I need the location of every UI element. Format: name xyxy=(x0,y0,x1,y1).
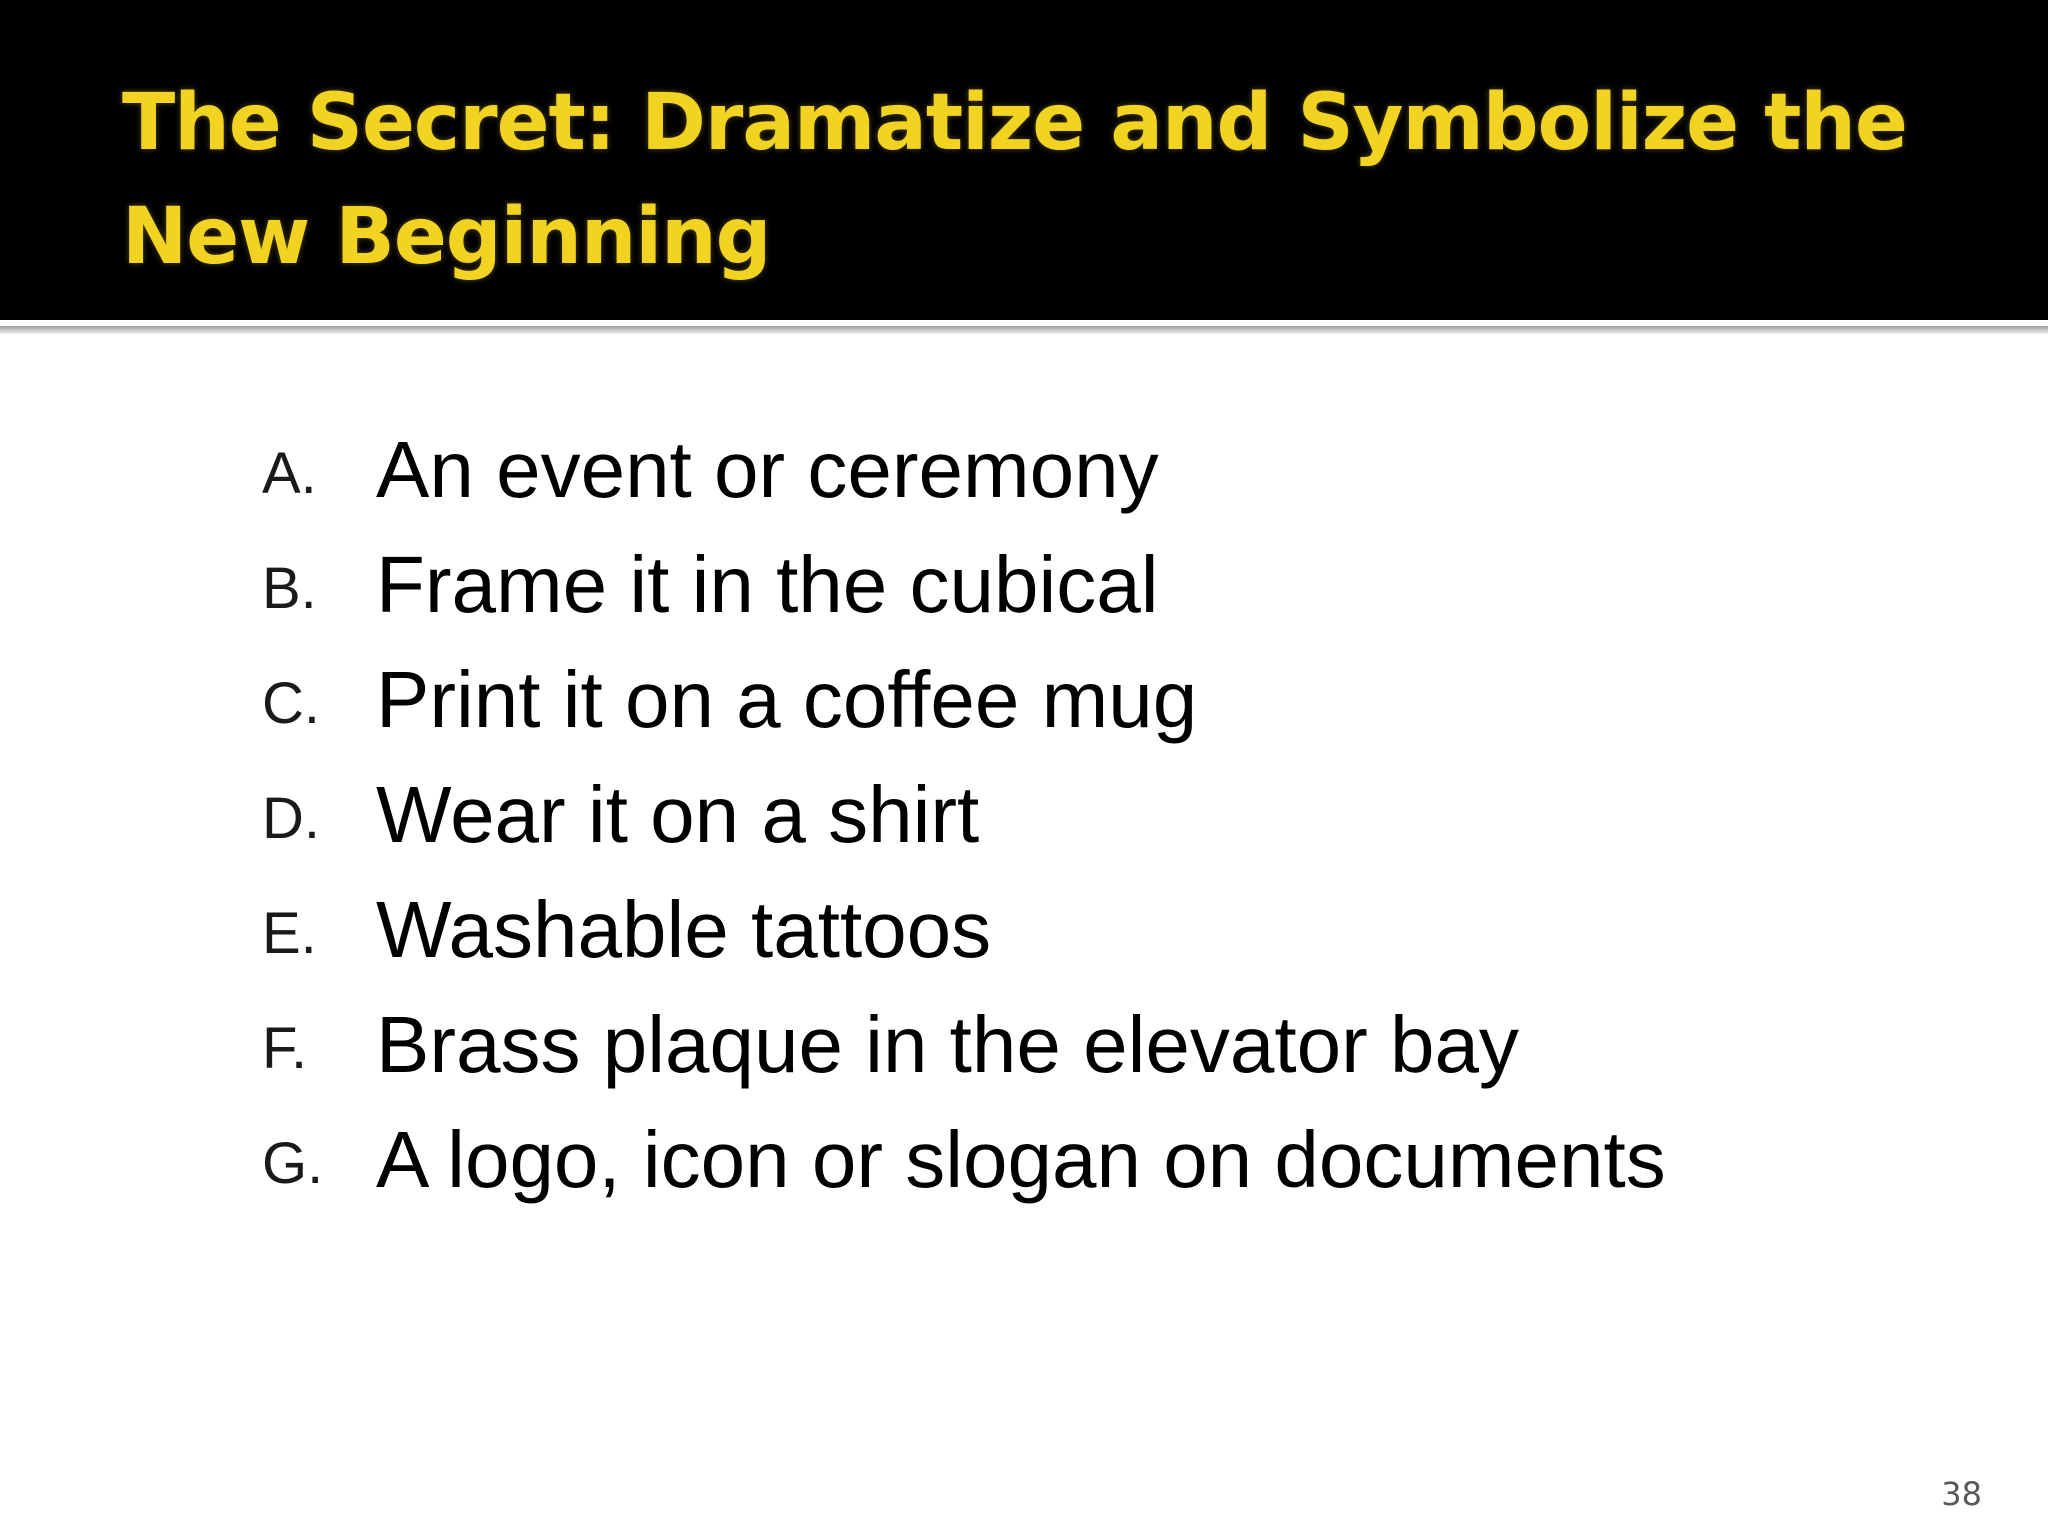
slide-title-line-2: New Beginning xyxy=(122,192,771,282)
list-item-text: Washable tattoos xyxy=(376,885,992,974)
list-item-text: An event or ceremony xyxy=(376,425,1159,514)
list-item xyxy=(0,535,2048,650)
list-item xyxy=(0,880,2048,995)
bullet-list xyxy=(0,420,2048,1225)
list-item-text: Brass plaque in the elevator bay xyxy=(376,1000,1519,1089)
list-marker: G. xyxy=(262,1131,324,1196)
slide-title-line-1: The Secret: Dramatize and Symbolize the xyxy=(122,78,1907,168)
list-marker: D. xyxy=(262,786,320,851)
list-item-text: Print it on a coffee mug xyxy=(376,655,1198,744)
list-marker: B. xyxy=(262,556,317,621)
list-item xyxy=(0,995,2048,1110)
list-item xyxy=(0,765,2048,880)
list-item-text: A logo, icon or slogan on documents xyxy=(376,1115,1666,1204)
list-marker: A. xyxy=(262,441,317,506)
title-divider xyxy=(0,320,2048,334)
list-item xyxy=(0,1110,2048,1225)
list-item xyxy=(0,420,2048,535)
list-item xyxy=(0,650,2048,765)
slide-title xyxy=(122,66,1962,294)
list-marker: C. xyxy=(262,671,320,736)
list-item-text: Wear it on a shirt xyxy=(376,770,980,859)
list-marker: F. xyxy=(262,1016,308,1081)
list-marker: E. xyxy=(262,901,317,966)
page-number: 38 xyxy=(1941,1475,1982,1513)
list-item-text: Frame it in the cubical xyxy=(376,540,1159,629)
title-band xyxy=(0,0,2048,320)
